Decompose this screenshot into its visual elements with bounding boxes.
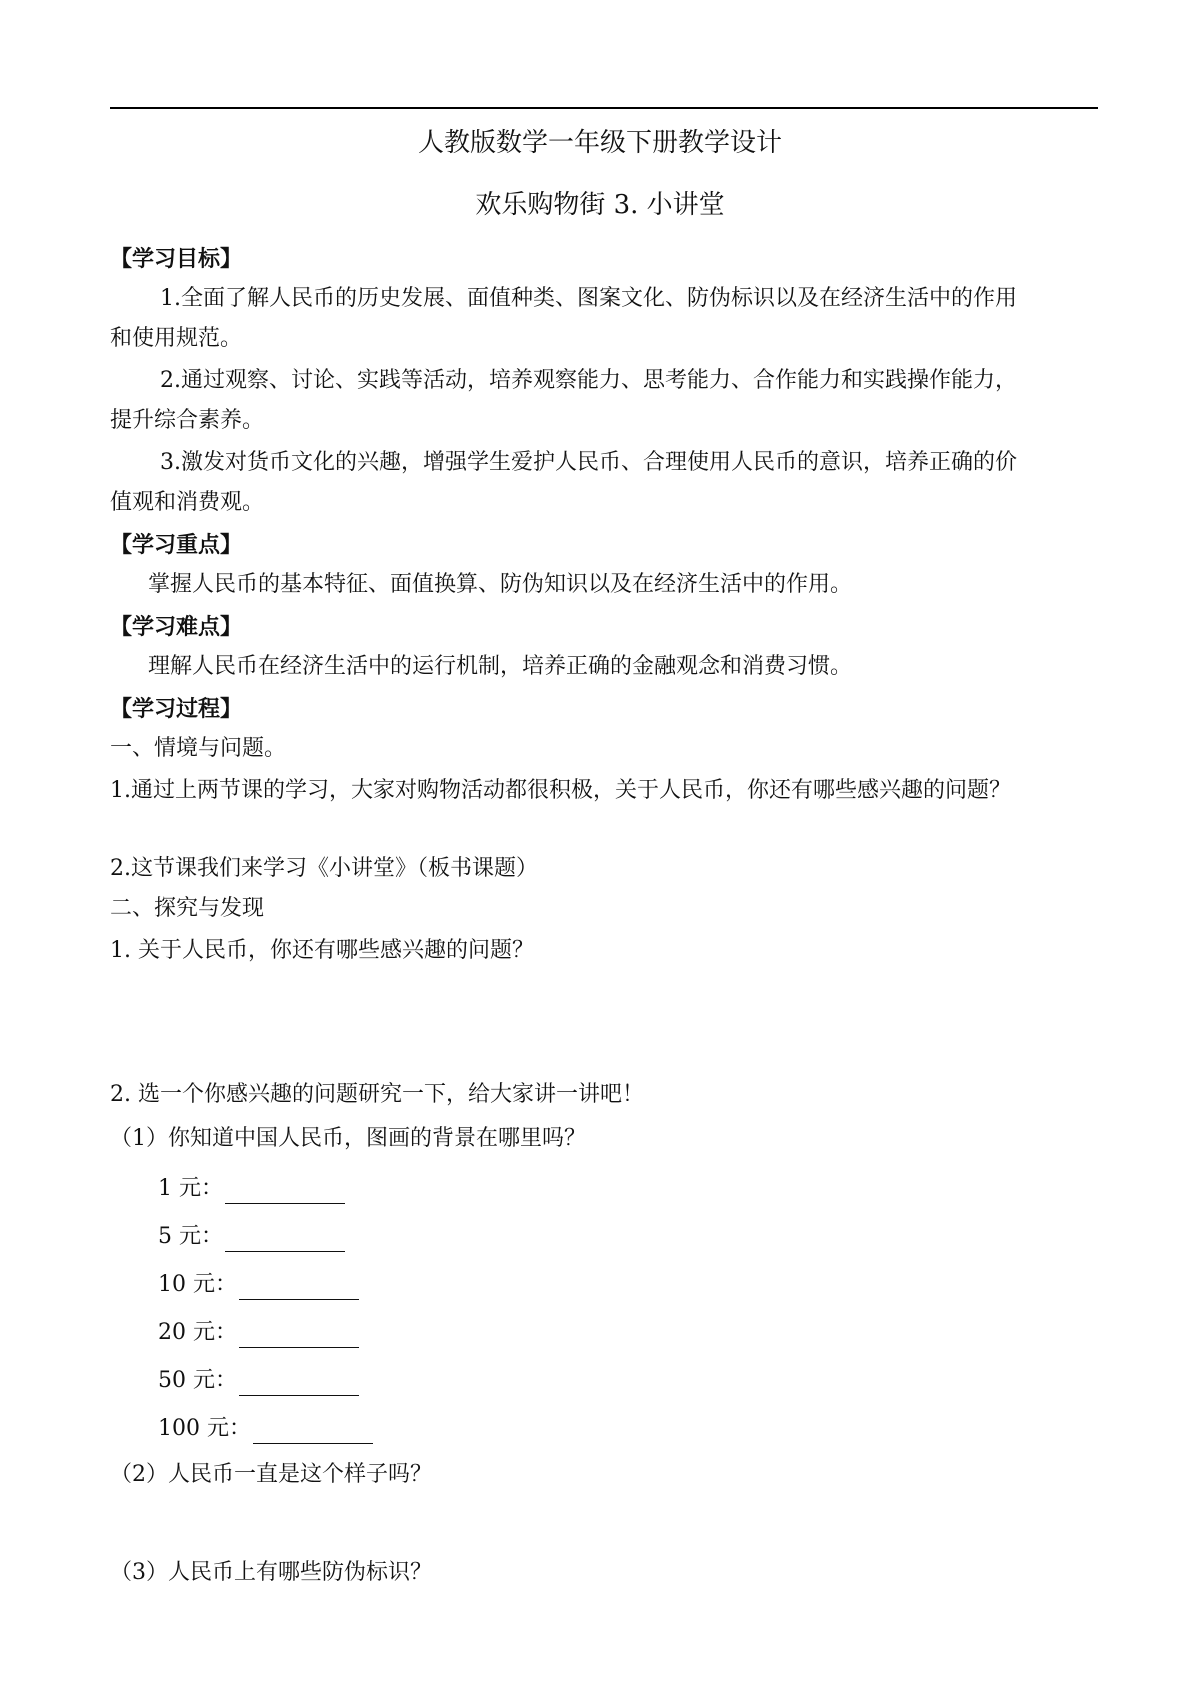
header-rule [110,107,1098,109]
objective-3-line-2: 值观和消费观。 [110,490,265,515]
part2-item-2: 2. 选一个你感兴趣的问题研究一下，给大家讲一讲吧！ [110,1082,644,1107]
key-points-heading: 【学习重点】 [110,532,243,558]
objective-1-line-1: 1.全面了解人民币的历史发展、面值种类、图案文化、防伪标识以及在经济生活中的作用 [160,286,1017,311]
objective-2-line-2: 提升综合素养。 [110,408,265,433]
process-heading: 【学习过程】 [110,696,243,722]
answer-blank[interactable] [239,1277,359,1300]
question-1: （1）你知道中国人民币，图画的背景在哪里吗？ [110,1126,586,1151]
denomination-row [158,1222,345,1252]
part1-item-2: 2.这节课我们来学习《小讲堂》（板书课题） [110,856,538,881]
answer-blank[interactable] [239,1373,359,1396]
denomination-label: 5 元： [158,1224,223,1249]
denomination-row [158,1174,345,1204]
difficulties-text: 理解人民币在经济生活中的运行机制，培养正确的金融观念和消费习惯。 [148,654,853,679]
denomination-label: 50 元： [158,1368,237,1393]
denomination-row [158,1318,359,1348]
part1-item-1: 1.通过上两节课的学习，大家对购物活动都很积极，关于人民币，你还有哪些感兴趣的问题？ [110,778,1011,803]
answer-blank[interactable] [239,1325,359,1348]
denomination-row [158,1270,359,1300]
document-title: 人教版数学一年级下册教学设计 [417,128,782,158]
denomination-label: 10 元： [158,1272,237,1297]
document-subtitle: 欢乐购物街 3. 小讲堂 [475,190,725,220]
part2-heading: 二、探究与发现 [110,896,265,921]
objectives-heading: 【学习目标】 [110,246,243,272]
question-2: （2）人民币一直是这个样子吗？ [110,1462,432,1487]
denomination-label: 20 元： [158,1320,237,1345]
difficulties-heading: 【学习难点】 [110,614,243,640]
part2-item-1: 1. 关于人民币，你还有哪些感兴趣的问题？ [110,938,534,963]
denomination-label: 1 元： [158,1176,223,1201]
answer-blank[interactable] [225,1229,345,1252]
denomination-row [158,1366,359,1396]
answer-blank[interactable] [225,1181,345,1204]
denomination-row [158,1414,373,1444]
objective-1-line-2: 和使用规范。 [110,326,243,351]
key-points-text: 掌握人民币的基本特征、面值换算、防伪知识以及在经济生活中的作用。 [148,572,853,597]
objective-3-line-1: 3.激发对货币文化的兴趣，增强学生爱护人民币、合理使用人民币的意识，培养正确的价 [160,450,1017,475]
objective-2-line-1: 2.通过观察、讨论、实践等活动，培养观察能力、思考能力、合作能力和实践操作能力， [160,368,1017,393]
denomination-label: 100 元： [158,1416,251,1441]
answer-blank[interactable] [253,1421,373,1444]
question-3: （3）人民币上有哪些防伪标识？ [110,1560,432,1585]
part1-heading: 一、情境与问题。 [110,736,287,761]
